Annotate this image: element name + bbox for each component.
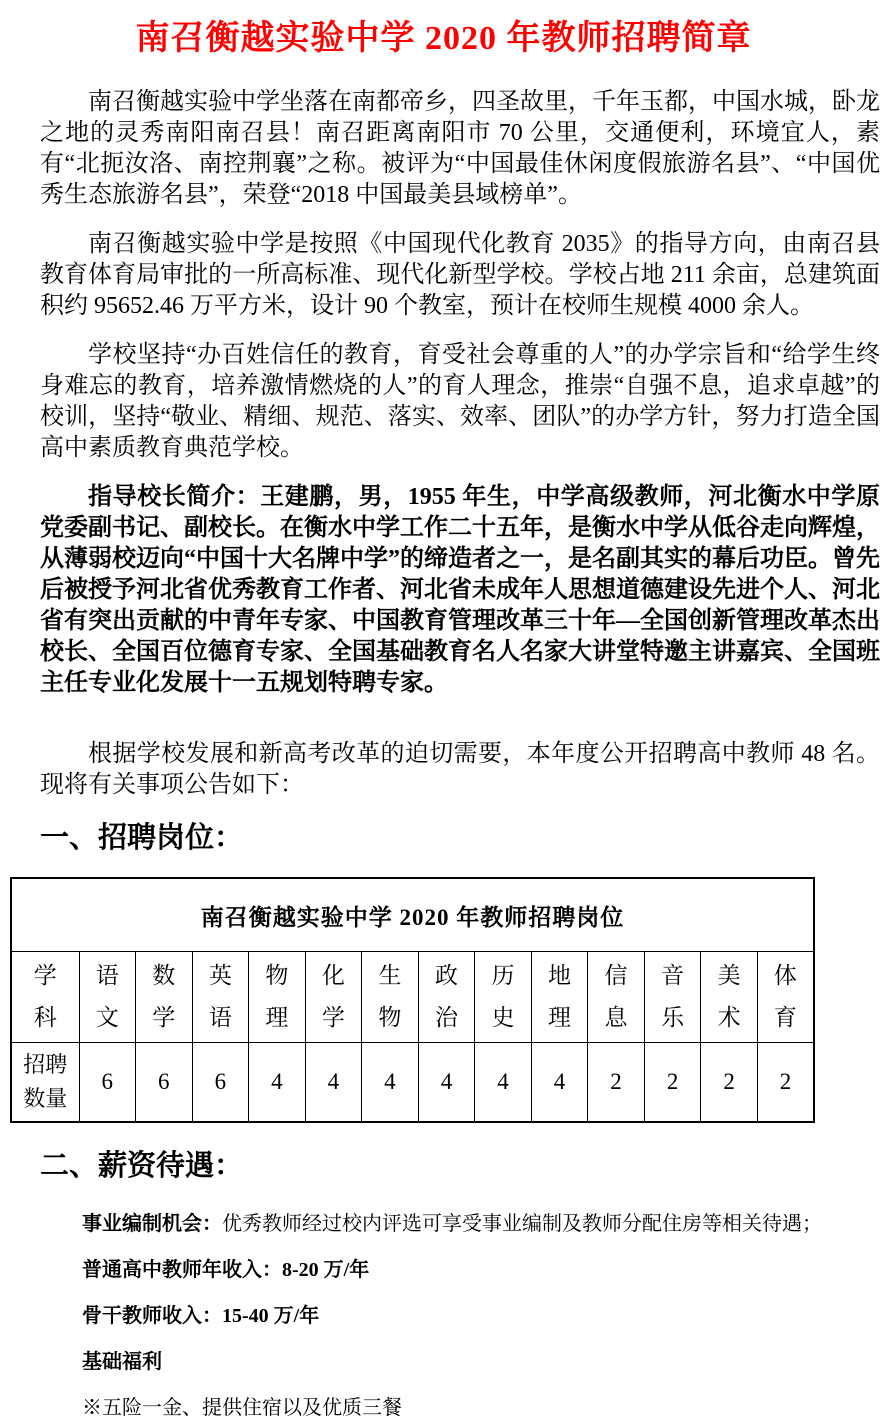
subject-cell: 历史 [475, 952, 532, 1043]
salary-item-bianzhi [82, 1211, 877, 1237]
count-cell: 4 [475, 1043, 532, 1123]
section-heading-positions: 一、招聘岗位： [40, 822, 244, 854]
table-title-row [11, 878, 814, 952]
salary-item-backbone-income: 骨干教师收入：15-40 万/年 [82, 1305, 320, 1327]
intro-paragraph: 南召衡越实验中学坐落在南都帝乡，四圣故里，千年玉都，中国水城，卧龙之地的灵秀南阳南召县！南召距离南阳市 70 公里，交通便利，环境宜人，素有“北扼汝洛、南控荆襄”之称。被评为“中国最佳休闲度假旅游名县”、“中国优秀生态旅游名县”，荣登“2018 中国最美县域榜单”。 [40, 89, 880, 208]
subject-cell: 语文 [79, 952, 136, 1043]
salary-item-basic-welfare: 基础福利 [82, 1351, 162, 1373]
count-cell: 2 [588, 1043, 645, 1123]
count-cell: 2 [757, 1043, 814, 1123]
salary-item-regular-income: 普通高中教师年收入：8-20 万/年 [82, 1259, 370, 1281]
subject-header-label: 学科 [33, 963, 57, 1030]
salary-item-bianzhi-label: 事业编制机会： [82, 1213, 222, 1235]
subject-cell: 体育 [757, 952, 814, 1043]
count-cell: 2 [701, 1043, 758, 1123]
subject-cell: 美术 [701, 952, 758, 1043]
subject-cell: 化学 [305, 952, 362, 1043]
table-header-row [11, 952, 814, 1043]
table-header-label-cell [11, 952, 79, 1043]
count-row-label: 招聘数量 [23, 1052, 68, 1111]
count-cell: 2 [644, 1043, 701, 1123]
count-cell: 6 [79, 1043, 136, 1123]
subject-cell: 地理 [531, 952, 588, 1043]
principal-bio-paragraph: 指导校长简介：王建鹏，男，1955 年生，中学高级教师，河北衡水中学原党委副书记、副校长。在衡水中学工作二十五年，是衡水中学从低谷走向辉煌，从薄弱校迈向“中国十大名牌中学”的缔造者之一，是名副其实的幕后功臣。曾先后被授予河北省优秀教育工作者、河北省未成年人思想道德建设先进个人、河北省有突出贡献的中青年专家、中国教育管理改革三十年—全国创新管理改革杰出校长、全国百位德育专家、全国基础教育名人名家大讲堂特邀主讲嘉宾、全国班主任专业化发展十一五规划特聘专家。 [40, 484, 880, 696]
subject-cell: 音乐 [644, 952, 701, 1043]
recruit-positions-table [10, 877, 815, 1123]
count-cell: 4 [362, 1043, 419, 1123]
table-title: 南召衡越实验中学 2020 年教师招聘岗位 [11, 878, 814, 952]
count-cell: 4 [305, 1043, 362, 1123]
school-philosophy-paragraph: 学校坚持“办百姓信任的教育，育受社会尊重的人”的办学宗旨和“给学生终身难忘的教育，培养激情燃烧的人”的育人理念，推崇“自强不息，追求卓越”的校训，坚持“敬业、精细、规范、落实、效率、团队”的办学方针，努力打造全国高中素质教育典范学校。 [40, 342, 880, 461]
subject-cell: 信息 [588, 952, 645, 1043]
page-title: 南召衡越实验中学 2020 年教师招聘简章 [135, 20, 752, 57]
count-cell: 4 [531, 1043, 588, 1123]
count-cell: 6 [136, 1043, 193, 1123]
subject-cell: 政治 [418, 952, 475, 1043]
recruit-intro-paragraph: 根据学校发展和新高考改革的迫切需要，本年度公开招聘高中教师 48 名。现将有关事项公告如下： [40, 741, 880, 798]
subject-cell: 生物 [362, 952, 419, 1043]
subject-cell: 数学 [136, 952, 193, 1043]
subject-cell: 英语 [192, 952, 249, 1043]
table-count-row [11, 1043, 814, 1123]
subject-cell: 物理 [249, 952, 306, 1043]
school-overview-paragraph: 南召衡越实验中学是按照《中国现代化教育 2035》的指导方向，由南召县教育体育局审批的一所高标准、现代化新型学校。学校占地 211 余亩，总建筑面积约 95652.46 万平方米，设计 90 个教室，预计在校师生规模 4000 余人。 [40, 231, 880, 319]
count-row-label-cell [11, 1043, 79, 1123]
count-cell: 4 [418, 1043, 475, 1123]
section-heading-salary: 二、薪资待遇： [40, 1150, 244, 1182]
salary-item-insurance-note: ※五险一金、提供住宿以及优质三餐 [82, 1397, 402, 1419]
count-cell: 6 [192, 1043, 249, 1123]
salary-item-bianzhi-text: 优秀教师经过校内评选可享受事业编制及教师分配住房等相关待遇； [222, 1213, 822, 1235]
count-cell: 4 [249, 1043, 306, 1123]
